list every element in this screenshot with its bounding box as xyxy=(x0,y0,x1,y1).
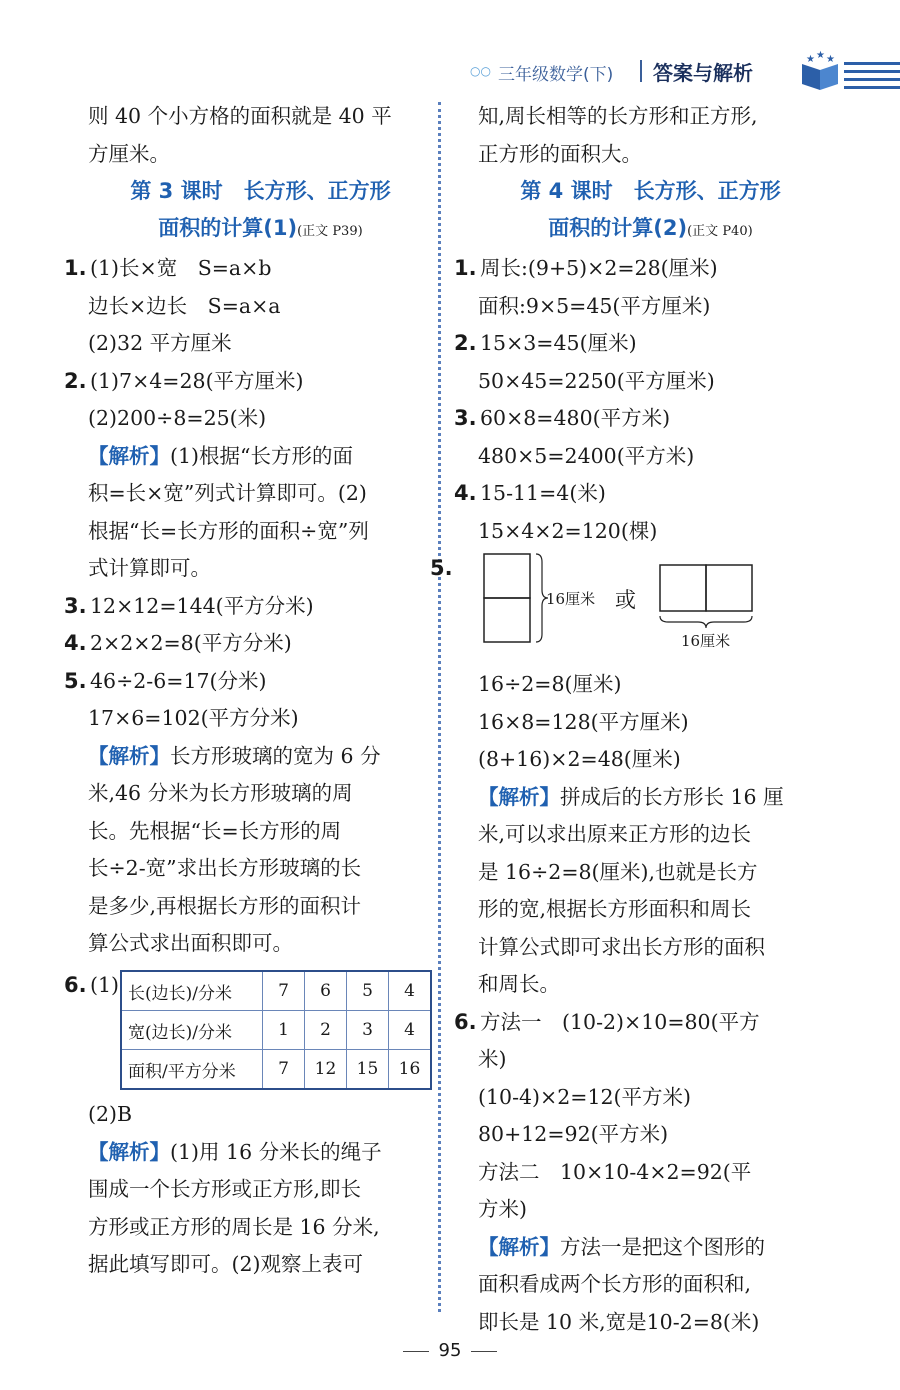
analysis-tag: 【解析】 xyxy=(88,743,170,768)
q6-answer: 方法一 (10-2)×10=80(平方 xyxy=(480,1009,760,1034)
q2-line: (2)200÷8=25(米) xyxy=(88,406,267,430)
q4-answer: 2×2×2=8(平方分米) xyxy=(90,631,292,655)
question-number: 2. xyxy=(64,368,87,393)
column-divider xyxy=(438,102,441,1312)
table-cell: 面积/平方分米 xyxy=(121,1050,263,1090)
analysis-tag: 【解析】 xyxy=(478,784,560,809)
table-cell: 7 xyxy=(263,1050,305,1090)
header-title: 答案与解析 xyxy=(653,61,753,85)
analysis-text: 长方形玻璃的宽为 6 分 xyxy=(170,743,381,768)
q2-analysis-line: 式计算即可。 xyxy=(88,556,211,580)
table-cell: 16 xyxy=(389,1050,432,1090)
r-q2-line xyxy=(454,325,823,363)
q2-line xyxy=(64,363,433,401)
left-intro-line: 方厘米。 xyxy=(88,141,170,166)
table-cell: 3 xyxy=(347,1011,389,1050)
q4-line xyxy=(64,625,433,663)
question-number: 4. xyxy=(454,481,477,505)
table-row xyxy=(121,1011,431,1050)
lesson3-subtitle xyxy=(88,210,433,250)
svg-text:★: ★ xyxy=(826,54,835,65)
q3-line xyxy=(64,588,433,626)
question-number: 4. xyxy=(64,631,87,655)
svg-text:★: ★ xyxy=(806,54,815,65)
q5-figure xyxy=(430,550,823,666)
table-cell: 15 xyxy=(347,1050,389,1090)
q5-analysis-line: 长。先根据“长=长方形的周 xyxy=(88,818,342,843)
q6-table xyxy=(120,970,432,1090)
r-q1-line: 面积:9×5=45(平方厘米) xyxy=(478,293,711,318)
table-cell: 宽(边长)/分米 xyxy=(121,1011,263,1050)
right-intro-line: 知,周长相等的长方形和正方形, xyxy=(478,104,758,128)
r-q2-line: 50×45=2250(平方厘米) xyxy=(478,368,715,393)
q4-answer: 15-11=4(米) xyxy=(480,481,606,505)
q5-analysis-line: 是多少,再根据长方形的面积计 xyxy=(88,893,362,918)
question-number: 3. xyxy=(454,406,477,430)
right-column xyxy=(430,98,823,1341)
r-q6-line: (10-4)×2=12(平方米) xyxy=(478,1084,692,1109)
r-q3-line xyxy=(454,400,823,438)
r-q5-analysis-line: 米,可以求出原来正方形的边长 xyxy=(478,822,752,846)
q1-answer: (1)长×宽 S=a×b xyxy=(90,256,272,280)
q1-answer: 周长:(9+5)×2=28(厘米) xyxy=(480,256,718,280)
q5-label-horizontal: 16厘米 xyxy=(681,632,731,650)
r-q6-analysis-line: 面积看成两个长方形的面积和, xyxy=(478,1272,752,1296)
lesson3-page-ref: (正文 P39) xyxy=(297,224,363,239)
analysis-tag: 【解析】 xyxy=(478,1234,560,1259)
r-q6-line: 80+12=92(平方米) xyxy=(478,1122,669,1146)
lesson4-subtitle xyxy=(478,210,823,250)
decor-dots: ○○ xyxy=(470,64,491,78)
q6-part1: (1) xyxy=(90,972,120,997)
table-cell: 4 xyxy=(389,1011,432,1050)
analysis-text: (1)根据“长方形的面 xyxy=(170,443,354,468)
q5-line xyxy=(64,663,433,701)
q6-analysis-line: 围成一个长方形或正方形,即长 xyxy=(88,1177,362,1201)
r-q6-analysis-line: 即长是 10 米,宽是10-2=8(米) xyxy=(478,1309,760,1334)
footer-rule xyxy=(471,1351,497,1352)
q1-line: (2)32 平方厘米 xyxy=(88,331,232,355)
q3-answer: 12×12=144(平方分米) xyxy=(90,593,314,618)
header-subject: 三年级数学(下) xyxy=(498,65,614,85)
analysis-text: 拼成后的长方形长 16 厘 xyxy=(560,784,784,809)
question-number: 2. xyxy=(454,331,477,355)
r-q5-analysis-line: 和周长。 xyxy=(478,972,560,996)
lesson4-title: 第 4 课时 长方形、正方形 xyxy=(520,179,781,203)
r-q6-line xyxy=(454,1004,823,1042)
lesson4-subtitle-text: 面积的计算(2) xyxy=(548,216,688,240)
lesson4-page-ref: (正文 P40) xyxy=(687,224,753,239)
q5-analysis-line: 长÷2-宽”求出长方形玻璃的长 xyxy=(88,856,362,880)
header-divider xyxy=(640,60,642,82)
q3-answer: 60×8=480(平方米) xyxy=(480,406,671,430)
r-q5-analysis-line: 计算公式即可求出长方形的面积 xyxy=(478,934,765,959)
table-cell: 4 xyxy=(389,971,432,1011)
r-q6-line: 方米) xyxy=(478,1197,527,1221)
q5-answer: 46÷2-6=17(分米) xyxy=(90,668,267,693)
analysis-tag: 【解析】 xyxy=(88,1139,170,1164)
question-number: 1. xyxy=(64,256,87,280)
left-intro-line: 则 40 个小方格的面积就是 40 平 xyxy=(88,104,392,128)
table-cell: 1 xyxy=(263,1011,305,1050)
table-cell: 长(边长)/分米 xyxy=(121,971,263,1011)
question-number: 1. xyxy=(454,256,477,280)
r-q3-line: 480×5=2400(平方米) xyxy=(478,443,695,468)
q5-line: 17×6=102(平方分米) xyxy=(88,706,299,730)
r-q5-analysis-line xyxy=(478,779,823,817)
r-q4-line: 15×4×2=120(棵) xyxy=(478,518,658,543)
q5-label-vertical: 16厘米 xyxy=(546,590,596,608)
table-cell: 5 xyxy=(347,971,389,1011)
q6-analysis-line xyxy=(88,1134,433,1172)
analysis-text: (1)用 16 分米长的绳子 xyxy=(170,1139,382,1164)
table-cell: 6 xyxy=(305,971,347,1011)
r-q6-line: 米) xyxy=(478,1047,507,1071)
analysis-text: 方法一是把这个图形的 xyxy=(560,1234,765,1259)
book-logo-icon xyxy=(792,50,900,94)
r-q5-line: 16÷2=8(厘米) xyxy=(478,672,622,696)
footer-rule xyxy=(403,1351,429,1352)
page-number: 95 xyxy=(438,1340,462,1361)
q2-answer: 15×3=45(厘米) xyxy=(480,331,637,355)
table-row xyxy=(121,1050,431,1090)
question-number: 6. xyxy=(64,972,87,997)
q5-analysis-line xyxy=(88,738,433,776)
r-q5-analysis-line: 是 16÷2=8(厘米),也就是长方 xyxy=(478,859,758,884)
r-q5-line: 16×8=128(平方厘米) xyxy=(478,709,689,734)
r-q6-analysis-line xyxy=(478,1229,823,1267)
q1-line: 边长×边长 S=a×a xyxy=(88,293,281,318)
svg-text:★: ★ xyxy=(816,50,825,61)
table-cell: 7 xyxy=(263,971,305,1011)
table-cell: 12 xyxy=(305,1050,347,1090)
r-q5-analysis-line: 形的宽,根据长方形面积和周长 xyxy=(478,897,752,921)
q5-analysis-line: 米,46 分米为长方形玻璃的周 xyxy=(88,781,353,805)
question-number: 3. xyxy=(64,593,87,618)
q2-answer: (1)7×4=28(平方厘米) xyxy=(90,368,304,393)
q6-line: (2)B xyxy=(88,1102,133,1126)
q1-line xyxy=(64,250,433,288)
lesson3-title: 第 3 课时 长方形、正方形 xyxy=(130,179,391,203)
r-q5-line: (8+16)×2=48(厘米) xyxy=(478,747,681,771)
table-row xyxy=(121,971,431,1011)
r-q1-line xyxy=(454,250,823,288)
question-number: 5. xyxy=(430,556,453,580)
q6-analysis-line: 方形或正方形的周长是 16 分米, xyxy=(88,1214,380,1239)
right-intro-line: 正方形的面积大。 xyxy=(478,141,642,166)
q5-analysis-line: 算公式求出面积即可。 xyxy=(88,931,293,955)
q2-analysis-line: 积=长×宽”列式计算即可。(2) xyxy=(88,481,367,505)
r-q4-line xyxy=(454,475,823,513)
r-q6-line: 方法二 10×10-4×2=92(平 xyxy=(478,1159,752,1184)
question-number: 6. xyxy=(454,1009,477,1034)
q6-analysis-line: 据此填写即可。(2)观察上表可 xyxy=(88,1252,364,1276)
page-footer xyxy=(0,1340,900,1361)
analysis-tag: 【解析】 xyxy=(88,443,170,468)
q5-or-text: 或 xyxy=(615,588,636,612)
table-cell: 2 xyxy=(305,1011,347,1050)
left-column xyxy=(64,98,433,1284)
question-number: 5. xyxy=(64,668,87,693)
q2-analysis-line: 根据“长=长方形的面积÷宽”列 xyxy=(88,518,369,543)
q2-analysis-line xyxy=(88,438,433,476)
q5-rectangles-diagram xyxy=(478,550,823,666)
lesson3-subtitle-text: 面积的计算(1) xyxy=(158,216,298,240)
page-header xyxy=(470,50,900,96)
